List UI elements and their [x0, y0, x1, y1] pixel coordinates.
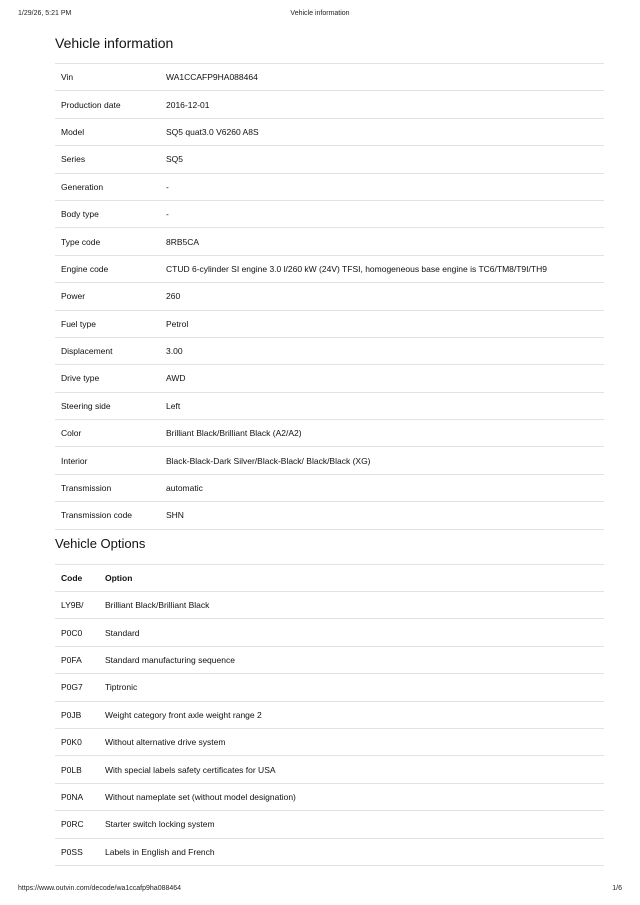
field-value: automatic [160, 474, 604, 501]
print-date: 1/29/26, 5:21 PM [18, 10, 72, 17]
field-value: 2016-12-01 [160, 91, 604, 118]
field-label: Body type [55, 200, 160, 227]
field-label: Transmission [55, 474, 160, 501]
table-row [55, 392, 604, 419]
table-row [55, 228, 604, 255]
field-value: Petrol [160, 310, 604, 337]
table-row [55, 173, 604, 200]
field-value: SQ5 quat3.0 V6260 A8S [160, 118, 604, 145]
vehicle-options-heading: Vehicle Options [55, 535, 146, 551]
field-label: Power [55, 283, 160, 310]
option-description: Brilliant Black/Brilliant Black [99, 592, 604, 619]
field-value: CTUD 6-cylinder SI engine 3.0 l/260 kW (24V) TFSI, homogeneous base engine is TC6/TM8/T9I/TH9 [160, 255, 604, 282]
field-label: Type code [55, 228, 160, 255]
field-value: - [160, 200, 604, 227]
field-value: 8RB5CA [160, 228, 604, 255]
field-value: 260 [160, 283, 604, 310]
field-label: Transmission code [55, 502, 160, 529]
option-description: Standard [99, 619, 604, 646]
table-row [55, 447, 604, 474]
field-label: Interior [55, 447, 160, 474]
field-label: Steering side [55, 392, 160, 419]
table-row [55, 255, 604, 282]
option-description: Starter switch locking system [99, 811, 604, 838]
table-row [55, 310, 604, 337]
field-value: Black-Black-Dark Silver/Black-Black/ Black/Black (XG) [160, 447, 604, 474]
option-code: P0JB [55, 701, 99, 728]
field-label: Displacement [55, 337, 160, 364]
option-description: Standard manufacturing sequence [99, 646, 604, 673]
option-description: Labels in English and French [99, 838, 604, 865]
option-code: LY9B/ [55, 592, 99, 619]
option-code: P0G7 [55, 674, 99, 701]
field-label: Engine code [55, 255, 160, 282]
table-row [55, 811, 604, 838]
table-row [55, 756, 604, 783]
print-footer [18, 885, 622, 897]
field-value: AWD [160, 365, 604, 392]
option-code: P0RC [55, 811, 99, 838]
vehicle-information-table [55, 63, 604, 530]
page-url: https://www.outvin.com/decode/wa1ccafp9ha088464 [18, 885, 182, 892]
vehicle-options-table [55, 564, 604, 866]
option-description: With special labels safety certificates for USA [99, 756, 604, 783]
field-value: - [160, 173, 604, 200]
table-row [55, 728, 604, 755]
table-row [55, 838, 604, 865]
field-label: Vin [55, 64, 160, 91]
field-value: SQ5 [160, 146, 604, 173]
table-row [55, 420, 604, 447]
option-description: Weight category front axle weight range 2 [99, 701, 604, 728]
field-value: WA1CCAFP9HA088464 [160, 64, 604, 91]
table-row [55, 592, 604, 619]
option-description: Without nameplate set (without model designation) [99, 783, 604, 810]
field-value: Left [160, 392, 604, 419]
table-row [55, 64, 604, 91]
table-row [55, 118, 604, 145]
table-row [55, 783, 604, 810]
print-header [18, 10, 622, 22]
table-row [55, 674, 604, 701]
vehicle-information-heading: Vehicle information [55, 35, 174, 51]
field-value: 3.00 [160, 337, 604, 364]
page-number: 1/6 [612, 885, 622, 892]
option-description: Without alternative drive system [99, 728, 604, 755]
option-code: P0SS [55, 838, 99, 865]
table-row [55, 337, 604, 364]
table-row [55, 619, 604, 646]
option-code: P0FA [55, 646, 99, 673]
table-row [55, 474, 604, 501]
table-row [55, 502, 604, 529]
option-column-header: Option [99, 564, 604, 591]
table-row [55, 146, 604, 173]
code-column-header: Code [55, 564, 99, 591]
field-label: Color [55, 420, 160, 447]
option-code: P0NA [55, 783, 99, 810]
table-row [55, 91, 604, 118]
field-label: Production date [55, 91, 160, 118]
field-label: Series [55, 146, 160, 173]
field-value: Brilliant Black/Brilliant Black (A2/A2) [160, 420, 604, 447]
table-row [55, 365, 604, 392]
option-code: P0K0 [55, 728, 99, 755]
field-label: Fuel type [55, 310, 160, 337]
option-description: Tiptronic [99, 674, 604, 701]
field-label: Generation [55, 173, 160, 200]
table-row [55, 646, 604, 673]
field-label: Model [55, 118, 160, 145]
print-document-title: Vehicle information [290, 10, 350, 17]
page-content [55, 32, 604, 866]
field-value: SHN [160, 502, 604, 529]
table-header-row [55, 564, 604, 591]
option-code: P0LB [55, 756, 99, 783]
field-label: Drive type [55, 365, 160, 392]
table-row [55, 200, 604, 227]
option-code: P0C0 [55, 619, 99, 646]
table-row [55, 283, 604, 310]
table-row [55, 701, 604, 728]
